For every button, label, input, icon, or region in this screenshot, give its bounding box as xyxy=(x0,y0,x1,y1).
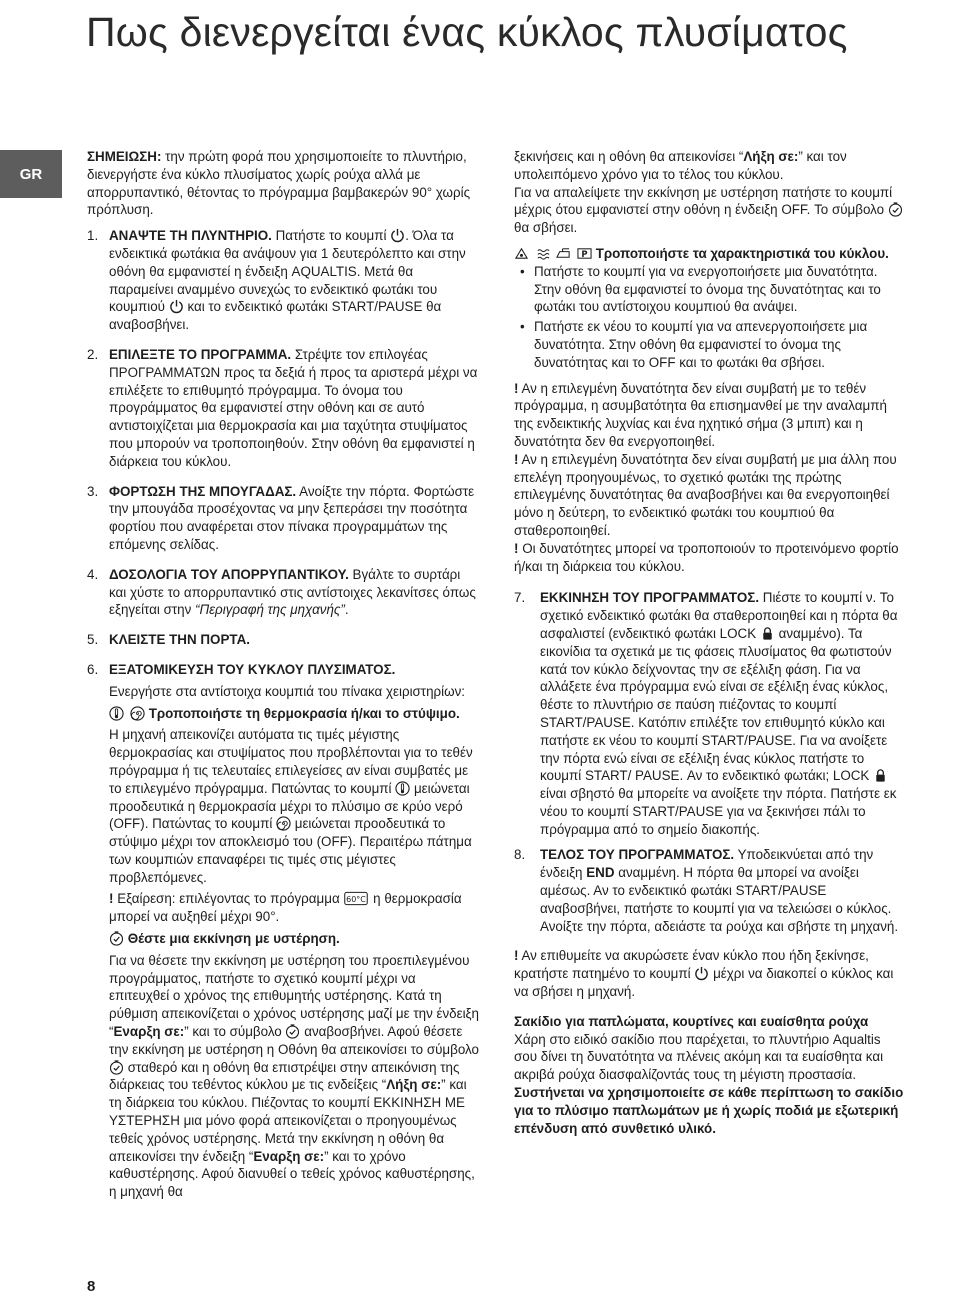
warning-note xyxy=(514,451,906,540)
step-3 xyxy=(87,483,479,558)
power-icon xyxy=(169,299,184,314)
warning-text: Αν η επιλεγμένη δυνατότητα δεν είναι συμβατή με το τεθέν πρόγραμμα, η ασυμβατότητα θα επισημανθεί με την αναλαμπή της ενδεικτικής λυχνίας και ένα ηχητικό σήμα (3 μπιπ) και η δυνατότητα δεν θα ενεργοποιηθεί. xyxy=(514,380,887,449)
page-title: Πως διενεργείται ένας κύκλος πλυσίματος xyxy=(86,9,848,55)
step-3-body: Ανοίξτε την πόρτα. Φορτώστε την μπουγάδα προσέχοντας να μην ξεπεράσει την ποσότητα φορτίου που αναφέρεται στον πίνακα προγραμμάτων της επόμενης σελίδας. xyxy=(109,483,475,552)
delay-text-e: ” και τη διάρκεια του κύκλου. Πιέζοντας το κουμπί ΕΚΚΙΝΗΣΗ ΜΕ ΥΣΤΕΡΗΣΗ μια μόνο φορά απεικονίζεται ο προηγουμένως τεθείς χρόνος υστέρησης. Μετά την εκκίνηση η οθόνη θα απεικονίσει την ένδειξη “ xyxy=(109,1077,467,1164)
right-column xyxy=(514,148,906,1145)
abort-cycle-note xyxy=(514,947,906,1000)
cancel-text-a: Για να απαλείψετε την εκκίνηση με υστέρηση πατήστε το κουμπί μέχρις ότου εμφανιστεί στην οθόνη η ένδειξη OFF. Το σύμβολο xyxy=(514,184,893,218)
list-item xyxy=(514,318,906,371)
step-8-text-b: αναμμένη. Η πόρτα θα μπορεί να ανοίξει αμέσως. Αν το ενδεικτικό φωτάκι START/PAUSE αναβοσβήνει, πατήστε το κουμπί για να τελειώσει ο κύκλος. Ανοίξτε την πόρτα, αδειάστε τα ρούχα και σβήστε τη μηχανή. xyxy=(540,865,899,934)
options-heading-text: Τροποποιήστε τα χαρακτηριστικά του κύκλου. xyxy=(592,245,889,261)
step-7 xyxy=(514,589,906,838)
step-4-title: ΔΟΣΟΛΟΓΙΑ ΤΟΥ ΑΠΟΡΡΥΠΑΝΤΙΚΟΥ. xyxy=(109,566,349,582)
delay-start-text xyxy=(109,952,479,1201)
language-code: GR xyxy=(19,165,43,183)
step-2-body: Στρέψτε τον επιλογέας ΠΡΟΓΡΑΜΜΑΤΩΝ προς τα δεξιά ή προς τα αριστερά μέχρι να επιλέξετε το επιθυμητό πρόγραμμα. Το όνομα του προγράμματος θα εμφανιστεί στην οθόνη και σε αυτό αντιστοιχίζεται μια θερμοκρασία και μια ταχύτητα στυψίματος που μπορούν να τροποποιηθούν. Στην οθόνη θα εμφανιστεί η διάρκεια του κύκλου. xyxy=(109,346,478,469)
step-4 xyxy=(87,566,479,623)
delay-text-b: ” και το σύμβολο xyxy=(184,1024,286,1040)
step-7-title: ΕΚΚΙΝΗΣΗ ΤΟΥ ΠΡΟΓΡΑΜΜΑΤΟΣ. xyxy=(540,590,760,606)
temperature-text-c: μειώνεται προοδευτικά το στύψιμο μέχρι τον αποκλεισμό του (OFF). Περαιτέρω πάτημα των κουμπιών επαναφέρει τις τιμές στις μέγιστες προβλεπόμενες. xyxy=(109,816,472,885)
exclamation-mark: ! xyxy=(514,540,519,556)
step-2 xyxy=(87,346,479,475)
bag-section-text xyxy=(514,1031,906,1138)
delay-timer-icon xyxy=(285,1024,300,1039)
step-3-title: ΦΟΡΤΩΣΗ ΤΗΣ ΜΠΟΥΓΑΔΑΣ. xyxy=(109,483,297,499)
extra-rinse-icon xyxy=(535,246,550,261)
options-heading xyxy=(514,245,906,263)
end-indicator: END xyxy=(586,865,615,881)
step-6-title: ΕΞΑΤΟΜΙΚΕΥΣΗ ΤΟΥ ΚΥΚΛΟΥ ΠΛΥΣΙΜΑΤΟΣ. xyxy=(109,661,396,677)
step-number: 1. xyxy=(87,228,99,244)
warning-note xyxy=(514,540,906,576)
exception-text-a: Εξαίρεση: επιλέγοντας το πρόγραμμα xyxy=(113,891,344,907)
delay-text-d: σταθερό και η οθόνη θα επιστρέψει στην απεικόνιση της διάρκειας του τεθέντος κύκλου με τις ενδείξεις “ xyxy=(109,1059,460,1093)
exception-text-b: η θερμοκρασία μπορεί να αυξηθεί μέχρι 90°. xyxy=(109,891,462,925)
warning-text: Οι δυνατότητες μπορεί να τροποποιούν το προτεινόμενο φορτίο ή/και τη διάρκεια του κύκλου. xyxy=(514,540,899,574)
step-1-text-b: . Όλα τα ενδεικτικά φωτάκια θα ανάψουν για 1 δευτερόλεπτο και στην οθόνη θα εμφανιστεί η ένδειξη AQUALTIS. Μετά θα παραμείνει αναμμένο συνεχώς το ενδεικτικό φωτάκι του κουμπιού xyxy=(109,228,466,315)
temperature-spin-heading xyxy=(109,705,479,723)
bullet-text: Πατήστε εκ νέου το κουμπί για να απενεργοποιήσετε μια δυνατότητα. Στην οθόνη θα εμφανιστεί το όνομα της δυνατότητας και το OFF και το φωτάκι θα σβήσει. xyxy=(534,319,868,370)
temperature-spin-text xyxy=(109,726,479,886)
temperature-text-b: μειώνεται προοδευτικά η θερμοκρασία μέχρι το πλύσιμο σε κρύο νερό (OFF). Πατώντας το κουμπί xyxy=(109,780,470,832)
left-column xyxy=(87,148,479,1213)
step-number: 3. xyxy=(87,483,99,499)
note-text: την πρώτη φορά που χρησιμοποιείτε το πλυντήριο, διενεργήστε ένα κύκλο πλυσίματος χωρίς ρούχα αλλά με απορρυπαντικό, θέτοντας το πρόγραμμα βαμβακερών 90° χωρίς πρόπλυση. xyxy=(87,149,471,218)
note-label: ΣΗΜΕΙΩΣΗ: xyxy=(87,149,162,164)
bullet-text: Πατήστε το κουμπί για να ενεργοποιήσετε μια δυνατότητα. Στην οθόνη θα εμφανιστεί το όνομα της δυνατότητας και το φωτάκι του αντίστοιχου κουμπιού θα ανάψει. xyxy=(534,263,881,315)
step-8 xyxy=(514,846,906,935)
lock-icon xyxy=(760,626,775,641)
delay-timer-icon xyxy=(109,931,124,946)
note-paragraph xyxy=(87,148,479,219)
thermometer-icon xyxy=(109,706,124,721)
cancel-delay-text xyxy=(514,184,906,237)
step-1-text-c: και το ενδεικτικό φωτάκι START/PAUSE θα αναβοσβήνει. xyxy=(109,299,442,333)
svg-text:P: P xyxy=(581,248,588,259)
step-8-text xyxy=(540,846,906,935)
delay-timer-icon xyxy=(888,202,903,217)
continuation-text-a: ξεκινήσεις και η οθόνη θα απεικονίσει “ xyxy=(514,149,744,164)
bullet-mark: • xyxy=(520,319,525,335)
bullet-mark: • xyxy=(520,263,525,279)
step-4-text xyxy=(109,566,479,619)
step-2-text xyxy=(109,346,479,471)
power-icon xyxy=(694,966,709,981)
step-1-title: ΑΝΑΨΤΕ ΤΗ ΠΛΥΝΤΗΡΙΟ. xyxy=(109,228,272,244)
page-number: 8 xyxy=(87,1278,96,1295)
step-4-reference: “Περιγραφή της μηχανής” xyxy=(195,602,345,618)
step-number: 7. xyxy=(514,590,526,606)
step-1-text-a: Πατήστε το κουμπί xyxy=(271,228,391,244)
list-item xyxy=(514,263,906,316)
abort-text-b: μέχρι να διακοπεί ο κύκλος και να σβήσει η μηχανή. xyxy=(514,966,894,1000)
easy-iron-icon xyxy=(556,246,571,261)
bag-recommendation: Συστήνεται να χρησιμοποιείτε σε κάθε περίπτωση το σακίδιο για το πλύσιμο παπλωμάτων με ή χωρίς ποδιά με εξωτερική επένδυση από συνθετικό υλικό. xyxy=(514,1085,904,1136)
program-60-icon xyxy=(343,891,369,906)
delay-text-a: Για να θέσετε την εκκίνηση με υστέρηση του προεπιλεγμένου προγράμματος, πατήστε το σχετικό κουμπί μέχρι να επιτευχθεί ο χρόνος της επιθυμητής υστέρησης. Κατά τη ρύθμιση απεικονίζεται ο χρόνος υστέρησης μαζί με την ένδειξη “ xyxy=(109,952,479,1040)
step-7-text-b: αναμμένο). Τα εικονίδια τα σχετικά με τις φάσεις πλυσίματος θα φωτιστούν κατά τον κύκλο δείχνοντας την σε εξέλιξη φάση. Για να αλλάξετε ένα πρόγραμμα ενώ είναι σε εξέλιξη ένας κύκλος, θέστε το πλυντήριο σε παύση πιέζοντας το κουμπί START/PAUSE. Κατόπιν επιλέξτε τον επιθυμητό κύκλο και πατήστε εκ νέου το κουμπί START/PAUSE. Για να ανοίξετε την πόρτα ενώ είναι σε εξέλιξη ένας κύκλος πατήστε το κουμπί START/ PAUSE. Αν το ενδεικτικό φωτάκι; LOCK xyxy=(540,625,892,784)
language-tab xyxy=(0,150,62,198)
thermometer-icon xyxy=(395,781,410,796)
abort-text-a: Αν επιθυμείτε να ακυρώσετε έναν κύκλο που ήδη ξεκίνησε, κρατήστε πατημένο το κουμπί xyxy=(514,948,869,982)
step-1-text xyxy=(109,227,479,334)
step-4-body: Βγάλτε το συρτάρι και χύστε το απορρυπαντικό στις αντίστοιχες λεκανίτσες όπως εξηγείται στην xyxy=(109,566,476,618)
step-6 xyxy=(87,661,479,1205)
end-in-label: Λήξη σε: xyxy=(386,1077,442,1093)
delay-start-heading-text: Θέστε μια εκκίνηση με υστέρηση. xyxy=(124,931,340,947)
step-5 xyxy=(87,631,479,653)
step-4-end: . xyxy=(344,602,349,618)
step-number: 6. xyxy=(87,661,99,677)
delay-start-label: Εναρξη σε: xyxy=(253,1148,325,1164)
exclamation-mark: ! xyxy=(514,948,519,964)
stain-icon xyxy=(514,246,529,261)
exclamation-mark: ! xyxy=(109,891,114,907)
end-in-label: Λήξη σε: xyxy=(743,149,799,164)
delay-timer-icon xyxy=(109,1060,124,1075)
delay-text-f: ” και το χρόνο καθυστέρησης. Αφού διανυθεί ο τεθείς χρόνος καθυστέρησης, η μηχανή θα xyxy=(109,1148,475,1200)
step-2-title: ΕΠΙΛΕΞΤΕ ΤΟ ΠΡΟΓΡΑΜΜΑ. xyxy=(109,346,292,362)
prewash-icon xyxy=(577,246,592,261)
step-1 xyxy=(87,227,479,338)
warning-note xyxy=(514,380,906,451)
spin-icon xyxy=(276,816,291,831)
bag-text: Χάρη στο ειδικό σακίδιο που παρέχεται, το πλυντήριο Aqualtis σου δίνει τη δυνατότητα να πλένεις ακόμη και τα ευαίσθητα και ακριβά ρούχα διασφαλίζοντάς τους τη μέγιστη προστασία. xyxy=(514,1031,884,1083)
warning-text: Αν η επιλεγμένη δυνατότητα δεν είναι συμβατή με μια άλλη που επελέγη προηγουμένως, το σχετικό φωτάκι της πρώτης επιλεγμένης δυνατότητας θα αναβοσβήνει και θα ενεργοποιηθεί μόνο η δεύτερη, το ενδεικτικό φωτάκι του κουμπιού θα σταθεροποιηθεί. xyxy=(514,451,897,538)
step-8-text-a: Υποδεικνύεται από την ένδειξη xyxy=(540,847,874,881)
step-number: 8. xyxy=(514,847,526,863)
step-7-text-a: Πιέστε το κουμπί ν. Το σχετικό ενδεικτικό φωτάκι θα σταθεροποιηθεί και η πόρτα θα ασφαλιστεί (ενδεικτικό φωτάκι LOCK xyxy=(540,590,898,641)
svg-text:60°C: 60°C xyxy=(346,895,367,905)
step-8-title: ΤΕΛΟΣ ΤΟΥ ΠΡΟΓΡΑΜΜΑΤΟΣ. xyxy=(540,847,735,863)
cancel-text-b: θα σβήσει. xyxy=(514,220,578,236)
continuation-text-b: ” και τον υπολειπόμενο χρόνο για το τέλος του κύκλου. xyxy=(514,149,847,182)
delay-continuation xyxy=(514,148,906,184)
exception-note xyxy=(109,890,479,926)
step-6-intro: Ενεργήστε στα αντίστοιχα κουμπιά του πίνακα χειριστηρίων: xyxy=(109,683,466,699)
power-icon xyxy=(390,228,405,243)
step-7-text xyxy=(540,589,906,838)
delay-text-c: αναβοσβήνει. Αφού θέσετε την εκκίνηση με υστέρηση η Οθόνη θα απεικονίσει το σύμβολο xyxy=(109,1024,479,1057)
step-7-text-c: είναι σβηστό θα μπορείτε να ανοίξετε την πόρτα. Πατήστε εκ νέου το κουμπί START/PAUSE για να ξεκινήσει πάλι το πρόγραμμα από το σημείο διακοπής. xyxy=(540,786,897,837)
spin-icon xyxy=(130,706,145,721)
step-number: 4. xyxy=(87,566,99,582)
step-number: 2. xyxy=(87,346,99,362)
exclamation-mark: ! xyxy=(514,451,519,467)
temperature-text-a: Η μηχανή απεικονίζει αυτόματα τις τιμές μέγιστης θερμοκρασίας και στυψίματος που προβλέπονται για το τεθέν πρόγραμμα ή τις τελευταίες επιλεγείσες αν είναι συμβατές με το επιλεγμένο πρόγραμμα. Πατώντας το κουμπί xyxy=(109,727,473,796)
delay-start-label: Εναρξη σε: xyxy=(113,1024,185,1040)
temperature-spin-heading-text: Τροποποιήστε τη θερμοκρασία ή/και το στύψιμο. xyxy=(145,705,460,721)
delay-start-heading xyxy=(109,930,479,948)
lock-icon xyxy=(873,768,888,783)
exclamation-mark: ! xyxy=(514,380,519,396)
step-3-text xyxy=(109,483,479,554)
step-number: 5. xyxy=(87,632,99,648)
step-5-title: ΚΛΕΙΣΤΕ ΤΗΝ ΠΟΡΤΑ. xyxy=(109,632,250,648)
bag-section-title: Σακίδιο για παπλώματα, κουρτίνες και ευαίσθητα ρούχα xyxy=(514,1013,869,1029)
